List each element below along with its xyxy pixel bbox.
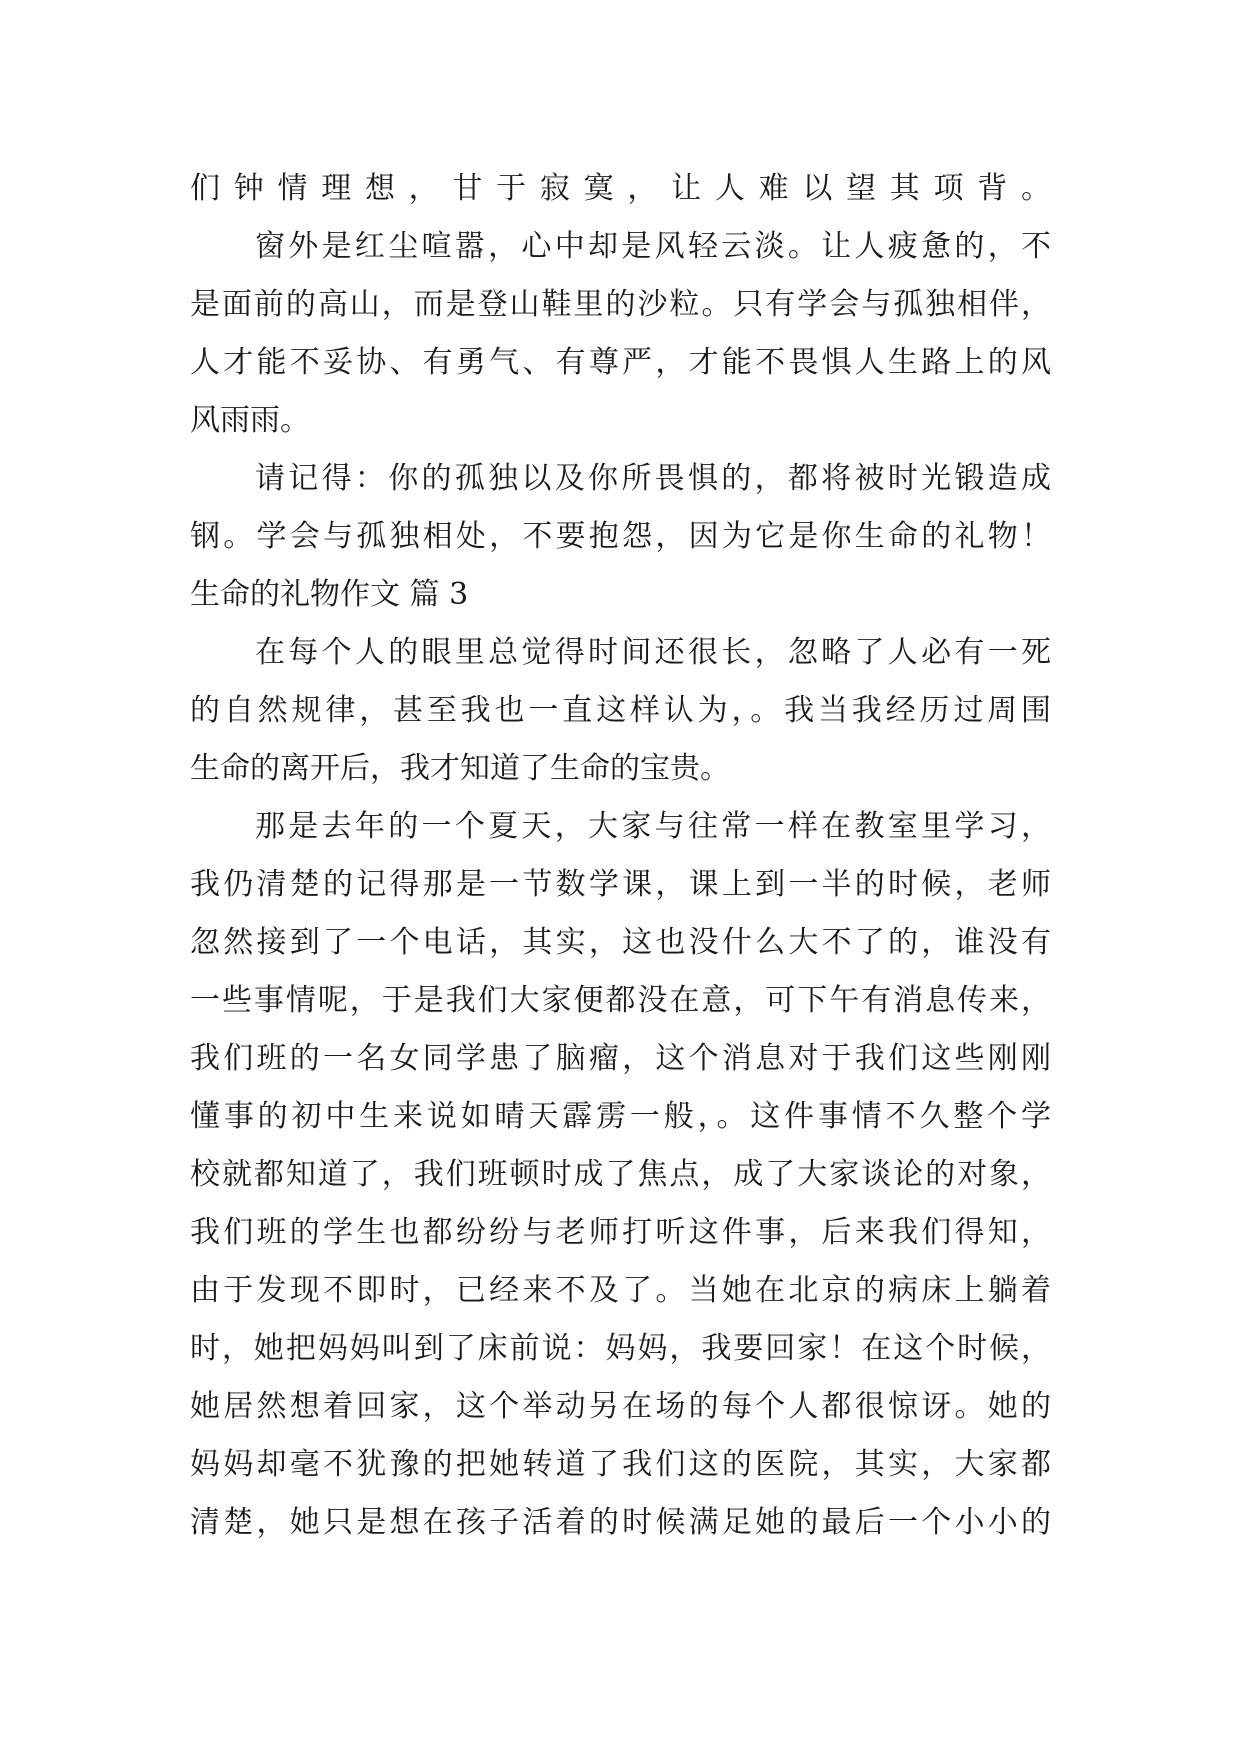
text-line: 生命的离开后，我才知道了生命的宝贵。 [190, 751, 730, 786]
text-line: 是面前的高山，而是登山鞋里的沙粒。只有学会与孤独相伴， [190, 287, 1051, 322]
text-line: 请记得：你的孤独以及你所畏惧的，都将被时光锻造成 [255, 461, 1051, 496]
text-line: 校就都知道了，我们班顿时成了焦点，成了大家谈论的对象， [190, 1157, 1051, 1192]
text-line: 妈妈却毫不犹豫的把她转道了我们这的医院，其实，大家都 [190, 1447, 1051, 1482]
text-line: 由于发现不即时，已经来不及了。当她在北京的病床上躺着 [190, 1273, 1051, 1308]
text-line: 时，她把妈妈叫到了床前说：妈妈，我要回家！在这个时候， [190, 1331, 1051, 1366]
section-heading: 生命的礼物作文 篇 3 [190, 577, 469, 612]
text-line: 钢。学会与孤独相处，不要抱怨，因为它是你生命的礼物！ [190, 519, 1051, 554]
text-line: 那是去年的一个夏天，大家与往常一样在教室里学习， [255, 809, 1051, 844]
text-line: 她居然想着回家，这个举动另在场的每个人都很惊讶。她的 [190, 1389, 1051, 1424]
text-line: 在每个人的眼里总觉得时间还很长，忽略了人必有一死 [255, 635, 1051, 670]
text-line: 我们班的学生也都纷纷与老师打听这件事，后来我们得知， [190, 1215, 1051, 1250]
text-line: 们钟情理想，甘于寂寞，让人难以望其项背。 [190, 171, 1051, 206]
text-line: 的自然规律，甚至我也一直这样认为，。我当我经历过周围 [190, 693, 1051, 728]
text-line: 忽然接到了一个电话，其实，这也没什么大不了的，谁没有 [190, 925, 1051, 960]
text-line: 人才能不妥协、有勇气、有尊严，才能不畏惧人生路上的风 [190, 345, 1051, 380]
text-line: 清楚，她只是想在孩子活着的时候满足她的最后一个小小的 [190, 1505, 1051, 1540]
text-line: 懂事的初中生来说如晴天霹雳一般，。这件事情不久整个学 [190, 1099, 1051, 1134]
text-line: 窗外是红尘喧嚣，心中却是风轻云淡。让人疲惫的，不 [255, 229, 1051, 264]
text-line: 我们班的一名女同学患了脑瘤，这个消息对于我们这些刚刚 [190, 1041, 1051, 1076]
text-line: 风雨雨。 [190, 403, 310, 438]
text-line: 一些事情呢，于是我们大家便都没在意，可下午有消息传来， [190, 983, 1051, 1018]
text-line: 我仍清楚的记得那是一节数学课，课上到一半的时候，老师 [190, 867, 1051, 902]
